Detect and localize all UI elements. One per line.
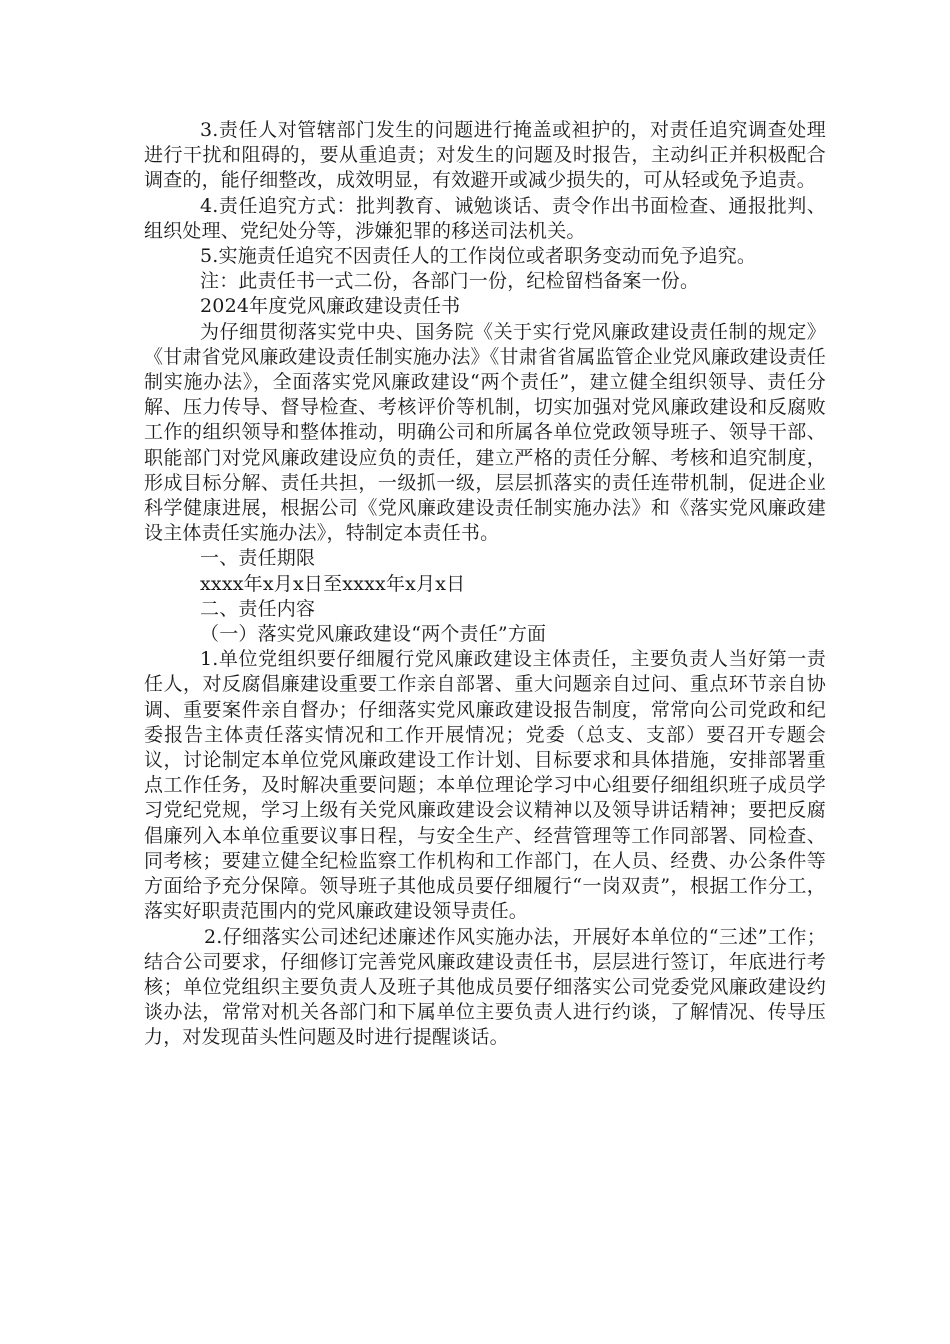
- section-heading-term: 一、责任期限: [200, 547, 316, 570]
- paragraph-note: 注：此责任书一式二份，各部门一份，纪检留档备案一份。: [200, 270, 700, 293]
- paragraph-term-dates: xxxx年x月x日至xxxx年x月x日: [200, 572, 466, 595]
- paragraph-item-2: 2.仔细落实公司述纪述廉述作风实施办法，开展好本单位的“三述”工作；结合公司要求，仔细修订完善党风廉政建设责任书，层层进行签订，年底进行考核；单位党组织主要负责人及班子其他成员要仔细落实公司党委党风廉政建设约谈办法，常常对机关各部门和下属单位主要负责人进行约谈，了解情况、传导压力，对发现苗头性问题及时进行提醒谈话。: [144, 925, 826, 1049]
- document-title: 2024年度党风廉政建设责任书: [200, 295, 461, 318]
- paragraph-preamble: 为仔细贯彻落实党中央、国务院《关于实行党风廉政建设责任制的规定》《甘肃省党风廉政建设责任制实施办法》《甘肃省省属监管企业党风廉政建设责任制实施办法》，全面落实党风廉政建设“两个责任”，建立健全组织领导、责任分解、压力传导、督导检查、考核评价等机制，切实加强对党风廉政建设和反腐败工作的组织领导和整体推动，明确公司和所属各单位党政领导班子、领导干部、职能部门对党风廉政建设应负的责任，建立严格的责任分解、考核和追究制度，形成目标分解、责任共担，一级抓一级，层层抓落实的责任连带机制，促进企业科学健康进展，根据公司《党风廉政建设责任制实施办法》和《落实党风廉政建设主体责任实施办法》，特制定本责任书。: [144, 320, 826, 545]
- subsection-heading-two-responsibilities: （一）落实党风廉政建设“两个责任”方面: [200, 623, 547, 646]
- paragraph-accountability-4: 4.责任追究方式：批判教育、诫勉谈话、责令作出书面检查、通报批判、组织处理、党纪处分等，涉嫌犯罪的移送司法机关。: [144, 194, 826, 242]
- paragraph-accountability-3: 3.责任人对管辖部门发生的问题进行掩盖或袒护的，对责任追究调查处理进行干扰和阻碍的，要从重追责；对发生的问题及时报告，主动纠正并积极配合调查的，能仔细整改，成效明显，有效避开或减少损失的，可从轻或免予追责。: [144, 119, 826, 192]
- paragraph-item-1: 1.单位党组织要仔细履行党风廉政建设主体责任，主要负责人当好第一责任人，对反腐倡廉建设重要工作亲自部署、重大问题亲自过问、重点环节亲自协调、重要案件亲自督办；仔细落实党风廉政建设报告制度，常常向公司党政和纪委报告主体责任落实情况和工作开展情况；党委（总支、支部）要召开专题会议，讨论制定本单位党风廉政建设工作计划、目标要求和具体措施，安排部署重点工作任务，及时解决重要问题；本单位理论学习中心组要仔细组织班子成员学习党纪党规，学习上级有关党风廉政建设会议精神以及领导讲话精神；要把反腐倡廉列入本单位重要议事日程，与安全生产、经营管理等工作同部署、同检查、同考核；要建立健全纪检监察工作机构和工作部门，在人员、经费、办公条件等方面给予充分保障。领导班子其他成员要仔细履行“一岗双责”，根据工作分工，落实好职责范围内的党风廉政建设领导责任。: [144, 648, 826, 923]
- section-heading-content: 二、责任内容: [200, 597, 316, 620]
- paragraph-accountability-5: 5.实施责任追究不因责任人的工作岗位或者职务变动而免予追究。: [200, 245, 757, 268]
- document-page: [144, 118, 826, 1051]
